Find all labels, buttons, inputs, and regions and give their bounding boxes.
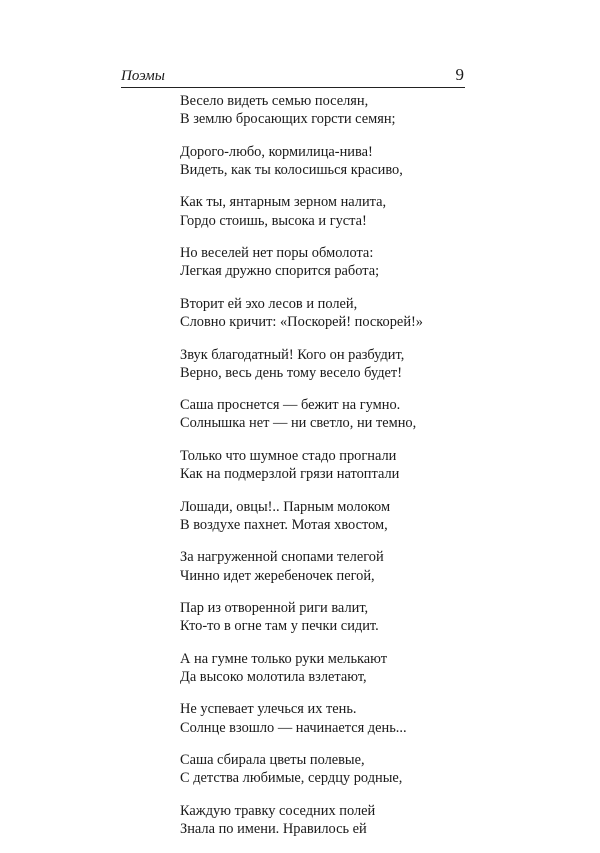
poem-line: Как на подмерзлой грязи натоптали (180, 466, 400, 483)
poem-line: С детства любимые, сердцу родные, (180, 770, 403, 787)
poem-line: Саша проснется — бежит на гумно. (180, 397, 401, 414)
poem-line: Гордо стоишь, высока и густа! (180, 212, 367, 229)
header-rule (121, 87, 465, 88)
stanza (180, 143, 470, 179)
stanza (180, 700, 470, 736)
poem-line: Не успевает улечься их тень. (180, 701, 357, 718)
poem-line: Но веселей нет поры обмолота: (180, 245, 374, 262)
poem-line: Пар из отворенной риги валит, (180, 600, 369, 617)
poem-line: Знала по имени. Нравилось ей (180, 821, 367, 838)
poem-line: В землю бросающих горсти семян; (180, 111, 396, 128)
poem-line: Солнышка нет — ни светло, ни темно, (180, 415, 417, 432)
poem-line: А на гумне только руки мелькают (180, 650, 388, 667)
page-number: 9 (455, 65, 464, 84)
stanza (180, 193, 470, 229)
stanza (180, 346, 470, 382)
poem-line: Словно кричит: «Поскорей! поскорей!» (180, 314, 424, 331)
poem-line: Легкая дружно спорится работа; (180, 263, 380, 280)
poem-line: Каждую травку соседних полей (180, 802, 376, 819)
poem-line: Да высоко молотила взлетают, (180, 668, 367, 685)
stanza (180, 802, 470, 838)
poem-line: Видеть, как ты колосишься красиво, (180, 161, 403, 178)
poem-line: За нагруженной снопами телегой (180, 549, 384, 566)
stanza (180, 396, 470, 432)
stanza (180, 295, 470, 331)
stanza (180, 447, 470, 483)
poem-line: Дорого-любо, кормилица-нива! (180, 143, 373, 160)
poem-line: Солнце взошло — начинается день... (180, 719, 407, 736)
stanza (180, 244, 470, 280)
poem-line: Саша сбирала цветы полевые, (180, 752, 365, 769)
poem-line: Весело видеть семью поселян, (180, 93, 369, 109)
stanza (180, 548, 470, 584)
poem-line: Вторит ей эхо лесов и полей, (180, 295, 358, 312)
poem-line: Только что шумное стадо прогнали (180, 447, 397, 464)
stanza (180, 92, 470, 128)
stanza (180, 498, 470, 534)
poem-line: Кто-то в огне там у печки сидит. (180, 618, 379, 635)
stanza (180, 650, 470, 686)
section-title: Поэмы (121, 68, 165, 84)
poem-line: Чинно идет жеребеночек пегой, (180, 567, 375, 584)
poem-line: Лошади, овцы!.. Парным молоком (180, 498, 391, 515)
running-head (121, 67, 464, 89)
poem-line: Как ты, янтарным зерном налита, (180, 194, 387, 211)
poem-line: Верно, весь день тому весело будет! (180, 364, 402, 381)
poem-text (180, 92, 470, 853)
poem-line: Звук благодатный! Кого он разбудит, (180, 346, 405, 363)
poem-line: В воздухе пахнет. Мотая хвостом, (180, 516, 388, 533)
stanza (180, 599, 470, 635)
stanza (180, 751, 470, 787)
